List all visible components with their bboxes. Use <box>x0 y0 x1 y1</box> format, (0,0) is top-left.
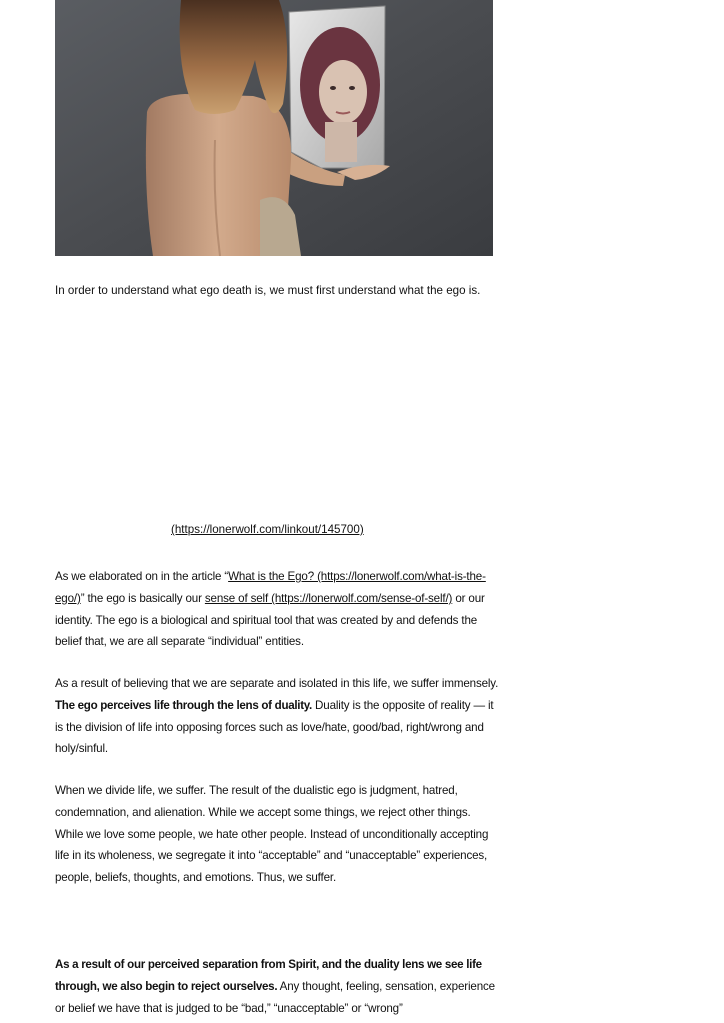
article-paragraph <box>55 566 500 653</box>
emphasis-text: As a result of our perceived separation from Spirit, and the duality lens we see life through, we also begin to reject ourselves. <box>55 958 482 993</box>
article-hero-image <box>55 0 493 256</box>
paragraph-text: As a result of believing that we are separate and isolated in this life, we suffer immensely. <box>55 677 499 690</box>
emphasis-text: The ego perceives life through the lens of duality. <box>55 698 312 712</box>
article-paragraph: When we divide life, we suffer. The result of the dualistic ego is judgment, hatred, condemnation, and alienation. While we accept some things, we reject other things. While we love some people, we hate other people. Instead of unconditionally accepting life in its wholeness, we segregate it into “acceptable” and “unacceptable” experiences, people, beliefs, thoughts, and emotions. Thus, we suffer. <box>55 784 489 885</box>
what-is-the-ego-link[interactable]: What is the Ego? (https://lonerwolf.com/what-is-the-ego/) <box>55 570 486 605</box>
article-paragraph <box>55 673 500 760</box>
sense-of-self-link[interactable]: sense of self (https://lonerwolf.com/sense-of-self/) <box>204 591 453 605</box>
paragraph-text: ” the ego is basically our <box>80 591 205 605</box>
intro-paragraph: In order to understand what ego death is, we must first understand what the ego is. <box>55 284 481 297</box>
article-paragraph <box>55 954 500 1019</box>
paragraph-text: Any thought, feeling, sensation, experience or belief we have that is judged to be “bad,” “unacceptable” or “wrong” <box>55 979 495 1015</box>
linkout-link[interactable]: (https://lonerwolf.com/linkout/145700) <box>171 523 364 536</box>
paragraph-text: or our identity. The ego is a biological and spiritual tool that was created by and defends the belief that, we are all separate “individual” entities. <box>55 591 485 649</box>
paragraph-text: Duality is the opposite of reality — it is the division of life into opposing forces such as love/hate, good/bad, right/wrong and holy/sinful. <box>55 698 494 756</box>
paragraph-text: As we elaborated on in the article “ <box>55 570 229 583</box>
